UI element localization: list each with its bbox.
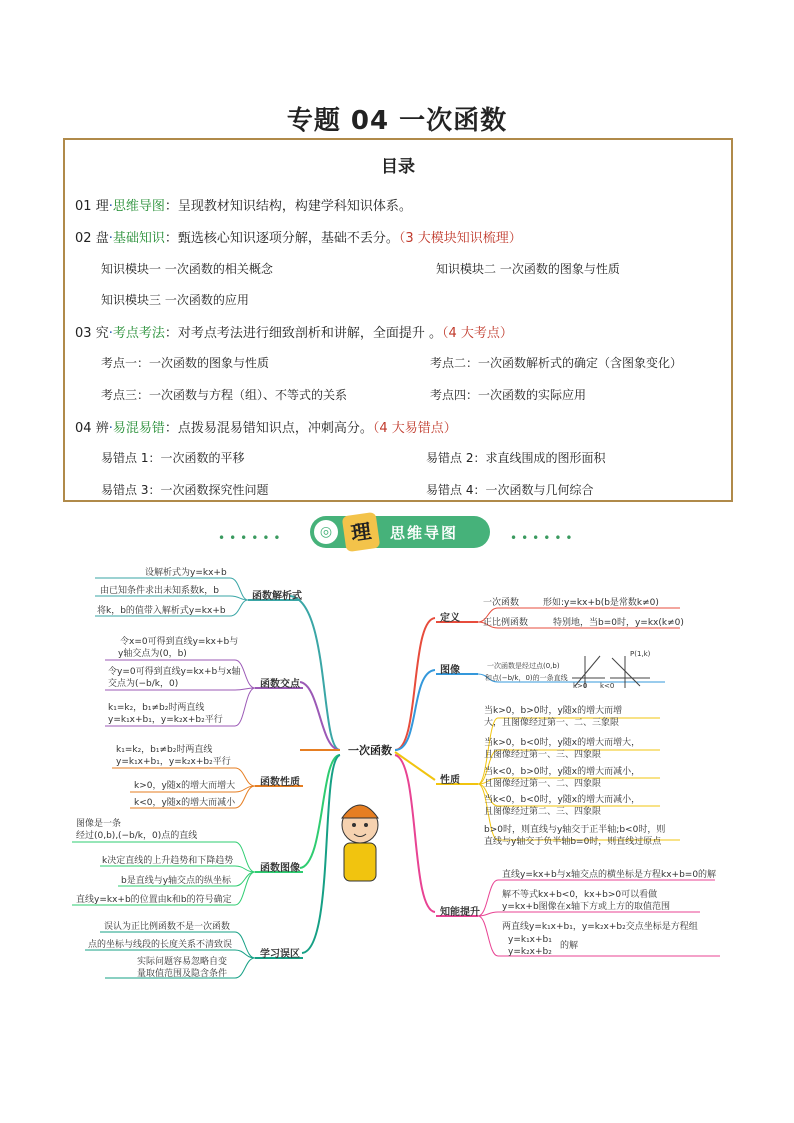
leaf: y=k₂x+b₂ [508, 947, 552, 957]
leaf: 当k<0，b<0时，y随x的增大而减小， [484, 795, 641, 805]
mind-map-center: 一次函数 [348, 744, 392, 757]
leaf: 直线与y轴交于负半轴b=0时，则直线过原点 [484, 837, 662, 847]
leaf: 点的坐标与线段的长度关系不清致误 [88, 940, 233, 950]
kaodian-2: 考点二：一次函数解析式的确定（含图象变化） [430, 356, 683, 370]
leaf: 直线y=kx+b与x轴交点的横坐标是方程kx+b=0的解 [502, 870, 717, 880]
toc-item-num: 02 [75, 231, 92, 246]
leaf: 的解 [560, 941, 579, 951]
module-2: 知识模块二 一次函数的图象与性质 [436, 262, 620, 276]
toc-item-extra: （4 大易错点） [372, 421, 457, 436]
table-of-contents [63, 138, 733, 502]
banner-pill [310, 516, 490, 548]
leaf: 将k，b的值带入解析式y=kx+b [97, 606, 226, 616]
branch-label: 定义 [440, 613, 460, 624]
toc-item-extra: （3 大模块知识梳理） [398, 231, 522, 246]
leaf: b是直线与y轴交点的纵坐标 [121, 876, 232, 886]
banner-dots-left: •••••• [218, 531, 285, 545]
leaf: 直线y=kx+b的位置由k和b的符号确定 [76, 895, 232, 905]
leaf: 误认为正比例函数不是一次函数 [104, 922, 231, 932]
leaf: P(1,k) [630, 650, 651, 658]
leaf: 一次函数是经过点(0,b) [487, 662, 560, 670]
branch-label: 函数图像 [260, 863, 300, 874]
leaf: 且图像经过第一、三、四象限 [484, 750, 602, 760]
toc-item-num: 04 [75, 421, 92, 436]
leaf: 一次函数 [483, 598, 520, 608]
leaf: y=k₁x+b₁ [508, 935, 552, 945]
toc-item-key: 易混易错 [112, 421, 165, 436]
cartoon-boy-illustration [342, 805, 378, 881]
toc-item-4: 04 辨·易混易错：点拨易混易错知识点，冲刺高分。（4 大易错点） [75, 421, 457, 436]
banner-mark: 理 [342, 512, 381, 552]
module-1: 知识模块一 一次函数的相关概念 [101, 262, 273, 276]
leaf: 经过(0,b), [76, 831, 119, 841]
toc-item-desc: ：甄选核心知识逐项分解，基础不丢分。 [164, 231, 399, 246]
toc-item-key: 思维导图 [112, 199, 165, 214]
leaf: k<0 [600, 682, 615, 690]
leaf: 当k>0，b>0时，y随x的增大而增 [484, 706, 623, 716]
yicuo-1: 易错点 1：一次函数的平移 [101, 451, 245, 465]
page-title: 专题 04 一次函数 [286, 106, 508, 136]
toc-item-verb: 辨 [95, 421, 109, 436]
toc-item-verb: 盘 [95, 231, 109, 246]
toc-item-desc: ：对考点考法进行细致剖析和讲解，全面提升 。 [164, 326, 442, 341]
leaf: 设解析式为y=kx+b [145, 568, 227, 578]
toc-item-verb: 理 [95, 199, 109, 214]
leaf: 令x=0可得到直线y=kx+b与 [120, 637, 239, 647]
leaf: k>0，y随x的增大而增大 [134, 781, 236, 791]
leaf: 特别地，当b=0时，y=kx(k≠0) [553, 618, 684, 628]
toc-item-3: 03 究·考点考法：对考点考法进行细致剖析和讲解，全面提升 。（4 大考点） [75, 326, 513, 341]
banner-text: 思维导图 [390, 524, 459, 542]
leaf: y=k₁x+b₁，y=k₂x+b₂平行 [108, 715, 223, 725]
toc-item-2: 02 盘·基础知识：甄选核心知识逐项分解，基础不丢分。（3 大模块知识梳理） [75, 231, 522, 246]
yicuo-4: 易错点 4：一次函数与几何综合 [426, 483, 594, 497]
leaf: y=k₁x+b₁，y=k₂x+b₂平行 [116, 757, 231, 767]
target-icon: ◎ [314, 520, 338, 544]
branch-label: 知能提升 [440, 907, 480, 918]
leaf: 两直线y=k₁x+b₁，y=k₂x+b₂交点坐标是方程组 [502, 922, 698, 932]
branch-label: 函数性质 [260, 777, 300, 788]
branch-label: 函数解析式 [252, 591, 302, 602]
module-3: 知识模块三 一次函数的应用 [101, 293, 249, 307]
leaf: 图像是一条 [76, 819, 122, 829]
leaf: 令y=0可得到直线y=kx+b与x轴 [108, 667, 241, 677]
toc-item-desc: ：点拨易混易错知识点，冲刺高分。 [164, 421, 373, 436]
mindmap-banner [218, 513, 583, 553]
leaf: 解不等式kx+b<0，kx+b>0可以看做 [502, 890, 658, 900]
leaf: 实际问题容易忽略自变 [137, 957, 228, 967]
leaf: 形如:y=kx+b(b是常数k≠0) [543, 598, 659, 608]
leaf: 且图像经过第一、二、四象限 [484, 779, 602, 789]
branch-label: 性质 [440, 775, 460, 786]
toc-item-desc: ：呈现教材知识结构，构建学科知识体系。 [164, 199, 412, 214]
toc-item-key: 基础知识 [112, 231, 165, 246]
leaf: 交点为(−b/k，0) [108, 679, 179, 689]
leaf: 正比例函数 [483, 618, 529, 628]
kaodian-4: 考点四：一次函数的实际应用 [430, 388, 587, 402]
branch-label: 函数交点 [260, 679, 300, 690]
kaodian-1: 考点一：一次函数的图象与性质 [101, 356, 270, 370]
leaf: k>0 [573, 682, 588, 690]
leaf: 当k>0，b<0时，y随x的增大而增大， [484, 738, 641, 748]
leaf: k₁=k₂，b₁≠b₂时两直线 [108, 703, 205, 713]
graph-kneg [610, 656, 650, 688]
leaf: y轴交点为(0，b) [118, 649, 187, 659]
toc-item-verb: 究 [95, 326, 109, 341]
kaodian-3: 考点三：一次函数与方程（组）、不等式的关系 [101, 388, 348, 402]
leaf: 当k<0，b>0时，y随x的增大而减小， [484, 767, 641, 777]
banner-dots-right: •••••• [510, 531, 577, 545]
mind-map [0, 560, 794, 980]
leaf: 和点(−b/k，0)的一条直线 [485, 674, 568, 682]
branch-label: 学习误区 [260, 949, 300, 960]
yicuo-3: 易错点 3：一次函数探究性问题 [101, 483, 269, 497]
leaf: 且图像经过第二、三、四象限 [484, 807, 602, 817]
leaf: (−b/k，0)点的直线 [118, 831, 198, 841]
toc-item-1: 01 理·思维导图：呈现教材知识结构，构建学科知识体系。 [75, 199, 412, 214]
toc-item-key: 考点考法 [112, 326, 165, 341]
leaf: 量取值范围及隐含条件 [137, 969, 228, 979]
toc-item-num: 01 [75, 199, 92, 214]
toc-item-num: 03 [75, 326, 92, 341]
yicuo-2: 易错点 2：求直线围成的图形面积 [426, 451, 606, 465]
branch-label: 图像 [440, 665, 460, 676]
toc-item-extra: （4 大考点） [442, 326, 513, 341]
leaf: k决定直线的上升趋势和下降趋势 [102, 856, 234, 866]
toc-heading: 目录 [381, 157, 415, 177]
leaf: b>0时，则直线与y轴交于正半轴;b<0时，则 [484, 825, 666, 835]
leaf: k<0，y随x的增大而减小 [134, 798, 236, 808]
leaf: y=kx+b图像在x轴下方或上方的取值范围 [502, 902, 670, 912]
leaf: k₁=k₂，b₁≠b₂时两直线 [116, 745, 213, 755]
leaf: 由已知条件求出未知系数k，b [100, 586, 219, 596]
leaf: 大，且图像经过第一、二、三象限 [484, 718, 620, 728]
